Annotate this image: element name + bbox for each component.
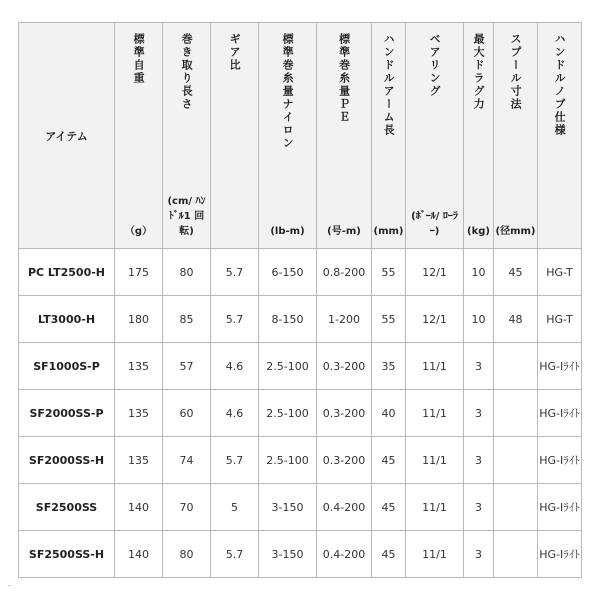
header-weight: 標準自重 （g） xyxy=(115,23,163,249)
header-arm: ハンドルアーム長 (mm) xyxy=(372,23,406,249)
cell-gear: 5.7 xyxy=(211,437,259,484)
cell-gear: 5.7 xyxy=(211,249,259,296)
cell-drag: 10 xyxy=(464,249,494,296)
cell-spool xyxy=(494,343,538,390)
header-item: アイテム xyxy=(19,23,115,249)
cell-bearing: 11/1 xyxy=(406,531,464,578)
cell-knob: HG-T xyxy=(538,296,582,343)
cell-nylon: 6-150 xyxy=(259,249,317,296)
cell-drag: 3 xyxy=(464,484,494,531)
cell-weight: 140 xyxy=(115,531,163,578)
cell-winding: 70 xyxy=(163,484,211,531)
cell-bearing: 11/1 xyxy=(406,484,464,531)
cell-pe: 0.4-200 xyxy=(317,531,372,578)
cell-winding: 57 xyxy=(163,343,211,390)
cell-gear: 5.7 xyxy=(211,531,259,578)
cell-drag: 3 xyxy=(464,343,494,390)
cell-pe: 1-200 xyxy=(317,296,372,343)
cell-item: PC LT2500-H xyxy=(19,249,115,296)
cell-spool: 48 xyxy=(494,296,538,343)
cell-pe: 0.3-200 xyxy=(317,343,372,390)
cell-winding: 80 xyxy=(163,249,211,296)
cell-winding: 85 xyxy=(163,296,211,343)
table-row xyxy=(19,531,582,578)
cell-weight: 135 xyxy=(115,390,163,437)
cell-item: SF2000SS-P xyxy=(19,390,115,437)
cell-nylon: 2.5-100 xyxy=(259,343,317,390)
cell-drag: 3 xyxy=(464,437,494,484)
spec-table xyxy=(18,22,582,578)
cell-nylon: 2.5-100 xyxy=(259,390,317,437)
header-spool: スプール寸法 (径mm) xyxy=(494,23,538,249)
cell-pe: 0.8-200 xyxy=(317,249,372,296)
cell-spool xyxy=(494,531,538,578)
cell-knob: HG-Iﾗｲﾄ xyxy=(538,390,582,437)
header-knob: ハンドルノブ仕様 xyxy=(538,23,582,249)
cell-spool xyxy=(494,390,538,437)
corner-mark: - xyxy=(8,582,11,590)
table-row xyxy=(19,484,582,531)
cell-drag: 10 xyxy=(464,296,494,343)
cell-arm: 55 xyxy=(372,296,406,343)
cell-spool xyxy=(494,437,538,484)
header-row xyxy=(19,23,582,249)
header-drag: 最大ドラグ力 (kg) xyxy=(464,23,494,249)
cell-item: SF2000SS-H xyxy=(19,437,115,484)
cell-winding: 80 xyxy=(163,531,211,578)
cell-gear: 4.6 xyxy=(211,390,259,437)
cell-weight: 140 xyxy=(115,484,163,531)
cell-nylon: 3-150 xyxy=(259,531,317,578)
header-pe: 標準巻糸量ＰＥ (号-m) xyxy=(317,23,372,249)
cell-arm: 55 xyxy=(372,249,406,296)
cell-item: SF2500SS xyxy=(19,484,115,531)
cell-bearing: 11/1 xyxy=(406,390,464,437)
cell-nylon: 3-150 xyxy=(259,484,317,531)
cell-bearing: 12/1 xyxy=(406,296,464,343)
cell-drag: 3 xyxy=(464,531,494,578)
cell-knob: HG-Iﾗｲﾄ xyxy=(538,437,582,484)
cell-weight: 180 xyxy=(115,296,163,343)
cell-weight: 135 xyxy=(115,437,163,484)
cell-winding: 60 xyxy=(163,390,211,437)
header-bearing: ベアリング (ﾎﾞｰﾙ/ ﾛｰﾗｰ) xyxy=(406,23,464,249)
cell-spool: 45 xyxy=(494,249,538,296)
cell-item: LT3000-H xyxy=(19,296,115,343)
table-row xyxy=(19,249,582,296)
cell-pe: 0.4-200 xyxy=(317,484,372,531)
table-row xyxy=(19,296,582,343)
cell-knob: HG-Iﾗｲﾄ xyxy=(538,343,582,390)
cell-arm: 45 xyxy=(372,437,406,484)
cell-item: SF1000S-P xyxy=(19,343,115,390)
cell-winding: 74 xyxy=(163,437,211,484)
cell-nylon: 2.5-100 xyxy=(259,437,317,484)
table-row xyxy=(19,437,582,484)
cell-pe: 0.3-200 xyxy=(317,390,372,437)
cell-knob: HG-Iﾗｲﾄ xyxy=(538,531,582,578)
header-winding: 巻き取り長さ (cm/ ﾊﾝﾄﾞﾙ1 回転) xyxy=(163,23,211,249)
cell-bearing: 11/1 xyxy=(406,437,464,484)
cell-spool xyxy=(494,484,538,531)
header-gear: ギア比 xyxy=(211,23,259,249)
cell-nylon: 8-150 xyxy=(259,296,317,343)
cell-weight: 135 xyxy=(115,343,163,390)
header-nylon: 標準巻糸量ナイロン (lb-m) xyxy=(259,23,317,249)
cell-arm: 40 xyxy=(372,390,406,437)
cell-bearing: 12/1 xyxy=(406,249,464,296)
table-body xyxy=(19,249,582,578)
cell-gear: 4.6 xyxy=(211,343,259,390)
cell-bearing: 11/1 xyxy=(406,343,464,390)
cell-drag: 3 xyxy=(464,390,494,437)
cell-item: SF2500SS-H xyxy=(19,531,115,578)
cell-knob: HG-T xyxy=(538,249,582,296)
cell-arm: 45 xyxy=(372,484,406,531)
table-row xyxy=(19,343,582,390)
table-row xyxy=(19,390,582,437)
cell-arm: 45 xyxy=(372,531,406,578)
cell-pe: 0.3-200 xyxy=(317,437,372,484)
cell-knob: HG-Iﾗｲﾄ xyxy=(538,484,582,531)
cell-gear: 5 xyxy=(211,484,259,531)
cell-gear: 5.7 xyxy=(211,296,259,343)
cell-arm: 35 xyxy=(372,343,406,390)
cell-weight: 175 xyxy=(115,249,163,296)
